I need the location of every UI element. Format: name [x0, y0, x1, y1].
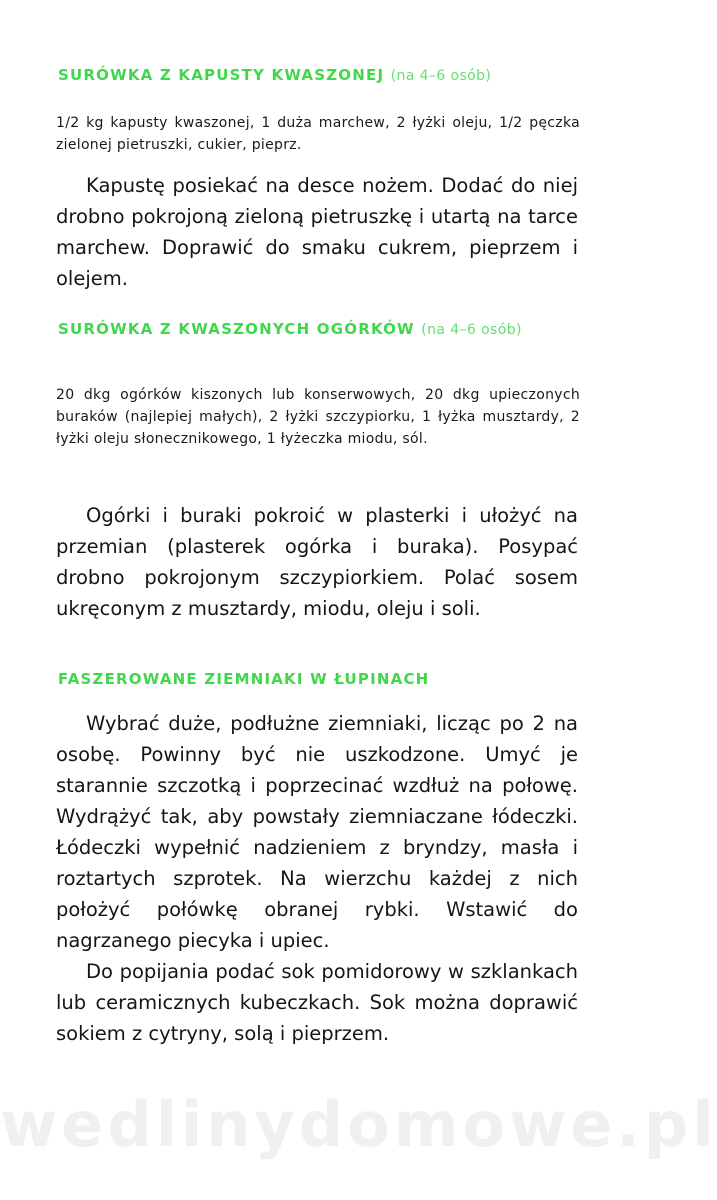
recipe-3-title	[58, 668, 429, 690]
recipe-1-method-paragraph-1: Kapustę posiekać na desce nożem. Dodać do niej drobno pokrojoną zieloną pietruszkę i utartą na tarce marchew. Doprawić do smaku cukrem, pieprzem i olejem.	[56, 174, 578, 290]
recipe-1-ingredients-text: 1/2 kg kapusty kwaszonej, 1 duża marchew, 2 łyżki oleju, 1/2 pęczka zielonej pietruszki, cukier, pieprz.	[56, 115, 580, 153]
recipe-2-serving: (na 4–6 osób)	[421, 322, 522, 338]
recipe-1-method	[56, 170, 578, 294]
recipe-2-ingredients	[56, 384, 580, 450]
recipe-1-title-text: SURÓWKA Z KAPUSTY KWASZONEJ	[58, 66, 385, 84]
recipe-2-ingredients-text: 20 dkg ogórków kiszonych lub konserwowych, 20 dkg upieczonych buraków (najlepiej małych), 2 łyżki szczypiorku, 1 łyżka musztardy, 2 łyżki oleju słonecznikowego, 1 łyżeczka miodu, sól.	[56, 387, 580, 447]
recipe-2-method-paragraph-1: Ogórki i buraki pokroić w plasterki i ułożyć na przemian (plasterek ogórka i buraka). Posypać drobno pokrojonym szczypiorkiem. Polać sosem ukręconym z musztardy, miodu, oleju i soli.	[56, 504, 578, 620]
recipe-2-method	[56, 500, 578, 624]
recipe-2-title	[58, 318, 522, 341]
recipe-3-method	[56, 708, 578, 1049]
recipe-3-method-paragraph-1: Wybrać duże, podłużne ziemniaki, licząc po 2 na osobę. Powinny być nie uszkodzone. Umyć je starannie szczotką i poprzecinać wzdłuż na połowę. Wydrążyć tak, aby powstały ziemniaczane łódeczki. Łódeczki wypełnić nadzieniem z bryndzy, masła i roztartych szprotek. Na wierzchu każdej z nich położyć połówkę obranej rybki. Wstawić do nagrzanego piecyka i upiec.	[56, 712, 578, 952]
recipe-1-ingredients	[56, 112, 580, 156]
recipe-1-title	[58, 64, 491, 87]
recipe-2-title-text: SURÓWKA Z KWASZONYCH OGÓRKÓW	[58, 320, 415, 338]
watermark: wedlinydomowe.pl	[0, 1088, 717, 1161]
recipe-3-title-text: FASZEROWANE ZIEMNIAKI W ŁUPINACH	[58, 670, 430, 688]
recipe-3-method-paragraph-2: Do popijania podać sok pomidorowy w szklankach lub ceramicznych kubeczkach. Sok można doprawić sokiem z cytryny, solą i pieprzem.	[56, 960, 578, 1045]
recipe-1-serving: (na 4–6 osób)	[390, 68, 492, 84]
